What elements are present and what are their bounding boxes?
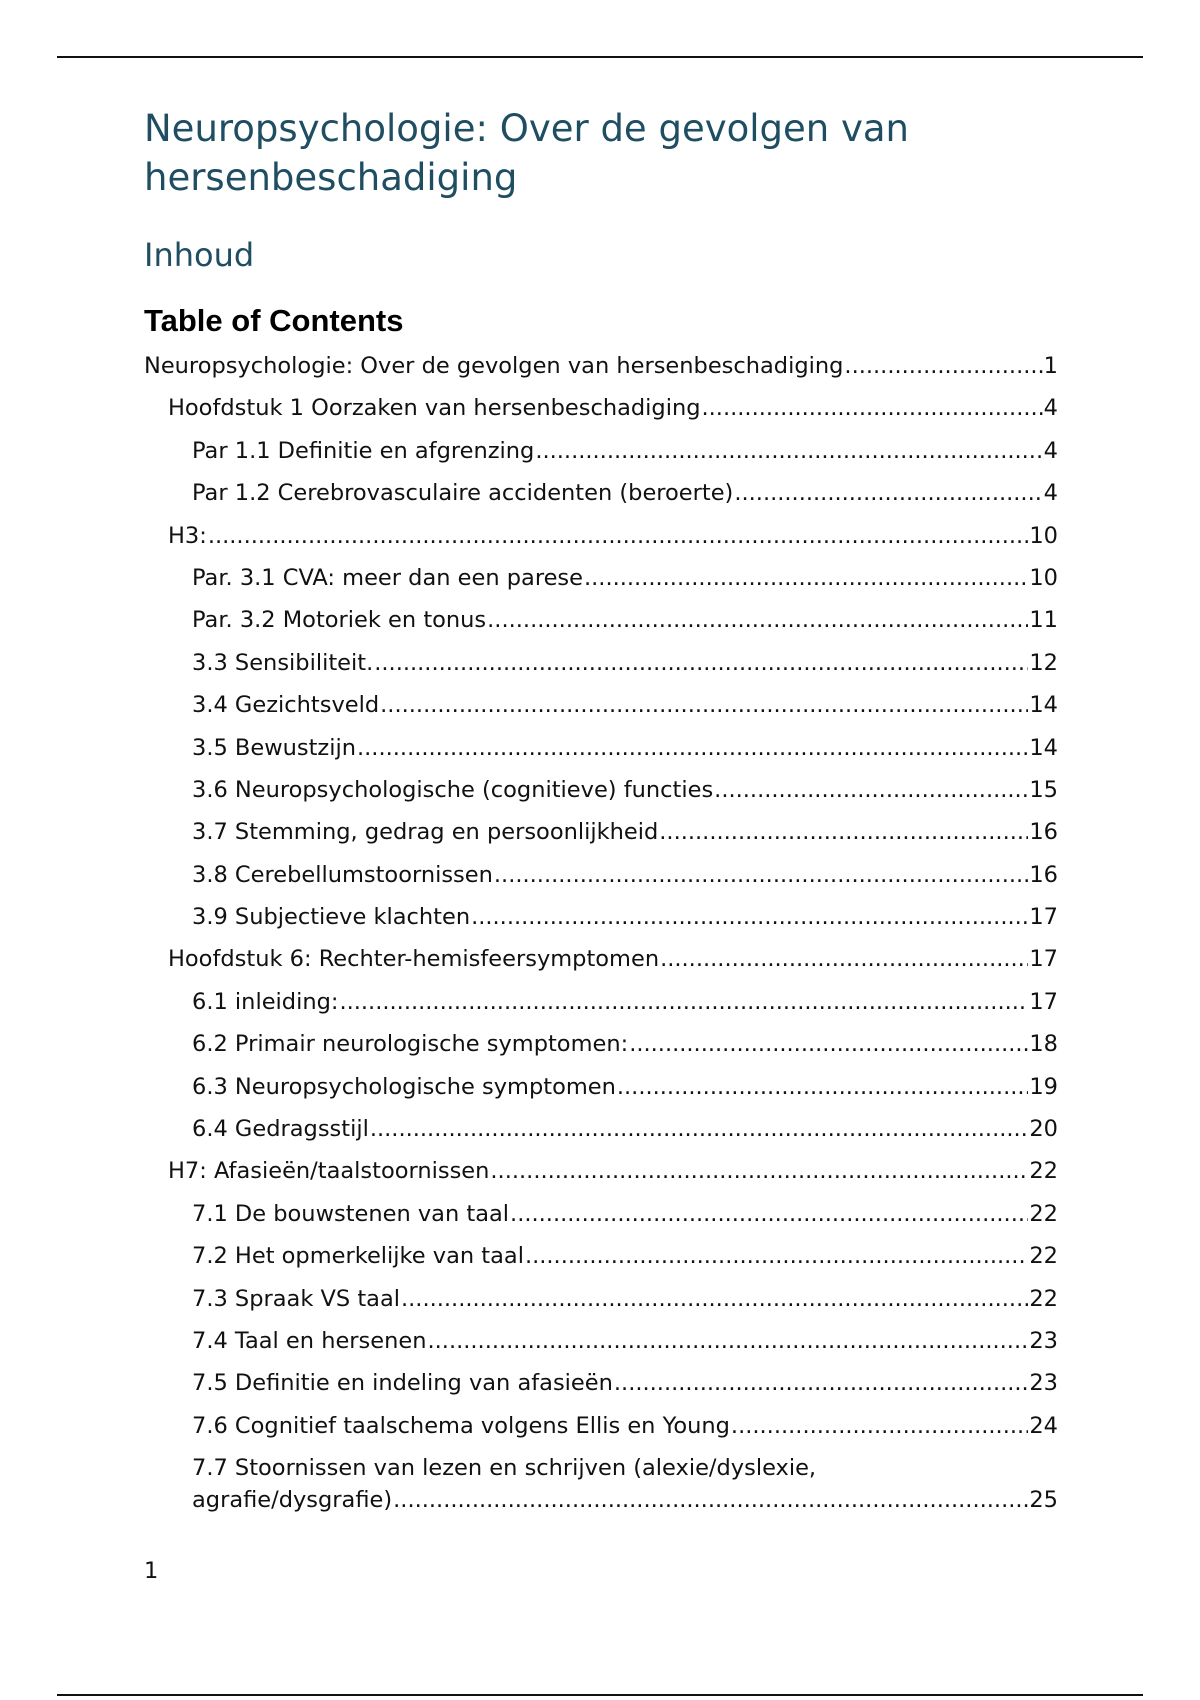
page-number: 1 <box>144 1558 159 1584</box>
toc-leader <box>370 1113 1029 1145</box>
toc-entry-title: 6.4 Gedragsstijl <box>192 1116 369 1143</box>
toc-entry-page: 10 <box>1029 522 1058 549</box>
toc-entry-page: 23 <box>1029 1370 1058 1397</box>
toc-entry-title: H3: <box>168 522 207 549</box>
toc-entry[interactable] <box>144 477 1058 509</box>
toc-entry[interactable] <box>144 689 1058 721</box>
toc-entry[interactable] <box>144 562 1058 594</box>
toc-leader <box>714 774 1028 806</box>
toc-leader <box>535 435 1042 467</box>
toc-entry-title: 3.6 Neuropsychologische (cognitieve) functies <box>192 776 714 803</box>
toc-entry[interactable] <box>144 1198 1058 1230</box>
toc-entry[interactable] <box>144 1283 1058 1315</box>
toc-entry-title: 6.2 Primair neurologische symptomen: <box>192 1031 629 1058</box>
toc-entry-title: Par 1.1 Definitie en afgrenzing <box>192 437 535 464</box>
toc-leader <box>734 477 1042 509</box>
toc-entry-page: 23 <box>1029 1327 1058 1354</box>
footer-rule <box>57 1694 1143 1696</box>
toc-entry[interactable] <box>144 1071 1058 1103</box>
toc-entry-page: 18 <box>1029 1031 1058 1058</box>
toc-leader <box>357 732 1028 764</box>
toc-leader <box>490 1155 1028 1187</box>
toc-entry-title: 7.5 Definitie en indeling van afasieën <box>192 1370 613 1397</box>
toc-entry-page: 15 <box>1029 776 1058 803</box>
toc-entry[interactable] <box>144 392 1058 424</box>
toc-entry[interactable] <box>144 859 1058 891</box>
toc-entry-title: 3.8 Cerebellumstoornissen <box>192 861 493 888</box>
toc-entry-page: 11 <box>1029 607 1058 634</box>
toc-entry-title-continued: agrafie/dysgrafie) <box>192 1487 393 1514</box>
toc-entry-page: 19 <box>1029 1073 1058 1100</box>
toc-entry-page: 4 <box>1043 395 1058 422</box>
table-of-contents <box>144 350 1058 1527</box>
toc-leader <box>844 350 1042 382</box>
toc-entry-page: 22 <box>1029 1200 1058 1227</box>
toc-entry[interactable] <box>144 774 1058 806</box>
toc-entry-page: 17 <box>1029 904 1058 931</box>
toc-entry-title: 3.4 Gezichtsveld <box>192 692 380 719</box>
toc-entry-title: 7.7 Stoornissen van lezen en schrijven (alexie/dyslexie, <box>192 1455 817 1482</box>
toc-leader <box>629 1028 1028 1060</box>
toc-entry-page: 24 <box>1029 1412 1058 1439</box>
toc-entry-page: 14 <box>1029 734 1058 761</box>
toc-heading: Table of Contents <box>144 303 404 338</box>
toc-entry[interactable] <box>144 1240 1058 1272</box>
toc-entry-page: 12 <box>1029 649 1058 676</box>
toc-entry-title: H7: Afasieën/taalstoornissen <box>168 1158 490 1185</box>
toc-entry-page: 25 <box>1029 1487 1058 1514</box>
toc-entry-page: 22 <box>1029 1158 1058 1185</box>
toc-entry[interactable] <box>144 1452 1058 1516</box>
toc-entry-page: 16 <box>1029 861 1058 888</box>
toc-leader <box>393 1484 1028 1516</box>
toc-entry[interactable] <box>144 647 1058 679</box>
toc-entry[interactable] <box>144 986 1058 1018</box>
toc-entry-page: 16 <box>1029 819 1058 846</box>
toc-leader <box>208 520 1029 552</box>
toc-leader <box>401 1283 1028 1315</box>
toc-leader <box>380 689 1028 721</box>
toc-entry-title: Hoofdstuk 1 Oorzaken van hersenbeschadiging <box>168 395 701 422</box>
toc-entry-title: 7.4 Taal en hersenen <box>192 1327 427 1354</box>
toc-entry[interactable] <box>144 1410 1058 1442</box>
toc-leader <box>510 1198 1028 1230</box>
toc-entry-title: 7.3 Spraak VS taal <box>192 1285 400 1312</box>
toc-entry[interactable] <box>144 1113 1058 1145</box>
toc-entry-title: 3.9 Subjectieve klachten <box>192 904 471 931</box>
toc-entry[interactable] <box>144 604 1058 636</box>
toc-entry[interactable] <box>144 1155 1058 1187</box>
toc-entry-title: 3.5 Bewustzijn <box>192 734 356 761</box>
toc-entry-title: Par. 3.2 Motoriek en tonus <box>192 607 487 634</box>
toc-entry-page: 20 <box>1029 1116 1058 1143</box>
toc-leader <box>525 1240 1028 1272</box>
toc-entry-page: 14 <box>1029 692 1058 719</box>
toc-entry-title: 6.1 inleiding: <box>192 988 339 1015</box>
toc-entry-page: 22 <box>1029 1285 1058 1312</box>
toc-entry-title: 3.7 Stemming, gedrag en persoonlijkheid <box>192 819 659 846</box>
toc-leader <box>427 1325 1028 1357</box>
toc-leader <box>660 943 1028 975</box>
toc-entry-page: 4 <box>1043 437 1058 464</box>
toc-entry-title: Par 1.2 Cerebrovasculaire accidenten (beroerte) <box>192 480 734 507</box>
toc-entry-title: Hoofdstuk 6: Rechter-hemisfeersymptomen <box>168 946 660 973</box>
toc-entry-title: 3.3 Sensibiliteit. <box>192 649 374 676</box>
toc-entry-title: Neuropsychologie: Over de gevolgen van hersenbeschadiging <box>144 353 844 379</box>
toc-entry-page: 22 <box>1029 1243 1058 1270</box>
toc-leader <box>487 604 1028 636</box>
toc-entry[interactable] <box>144 943 1058 975</box>
toc-entry-page: 4 <box>1043 480 1058 507</box>
toc-entry[interactable] <box>144 1325 1058 1357</box>
toc-entry-page: 10 <box>1029 564 1058 591</box>
toc-entry[interactable] <box>144 435 1058 467</box>
toc-entry[interactable] <box>144 520 1058 552</box>
toc-entry-title: 6.3 Neuropsychologische symptomen <box>192 1073 616 1100</box>
toc-entry[interactable] <box>144 816 1058 848</box>
toc-leader <box>659 816 1028 848</box>
toc-entry[interactable] <box>144 1028 1058 1060</box>
toc-entry-page: 1 <box>1043 353 1058 379</box>
toc-leader <box>494 859 1028 891</box>
contents-subtitle: Inhoud <box>144 236 255 274</box>
toc-entry[interactable] <box>144 1367 1058 1399</box>
toc-leader <box>584 562 1028 594</box>
toc-leader <box>471 901 1028 933</box>
document-title: Neuropsychologie: Over de gevolgen van hersenbeschadiging <box>144 107 910 199</box>
toc-leader <box>731 1410 1028 1442</box>
toc-entry-title: 7.6 Cognitief taalschema volgens Ellis en Young <box>192 1412 730 1439</box>
toc-leader <box>339 986 1028 1018</box>
toc-entry-title: Par. 3.1 CVA: meer dan een parese <box>192 564 583 591</box>
header-rule <box>57 56 1143 58</box>
toc-entry-page: 17 <box>1029 946 1058 973</box>
toc-entry[interactable] <box>144 732 1058 764</box>
toc-leader <box>374 647 1028 679</box>
toc-entry[interactable] <box>144 901 1058 933</box>
toc-entry-title: 7.2 Het opmerkelijke van taal <box>192 1243 524 1270</box>
toc-leader <box>702 392 1043 424</box>
toc-entry[interactable] <box>144 350 1058 382</box>
toc-entry-title: 7.1 De bouwstenen van taal <box>192 1200 510 1227</box>
toc-entry-page: 17 <box>1029 988 1058 1015</box>
toc-leader <box>614 1367 1028 1399</box>
toc-leader <box>617 1071 1029 1103</box>
